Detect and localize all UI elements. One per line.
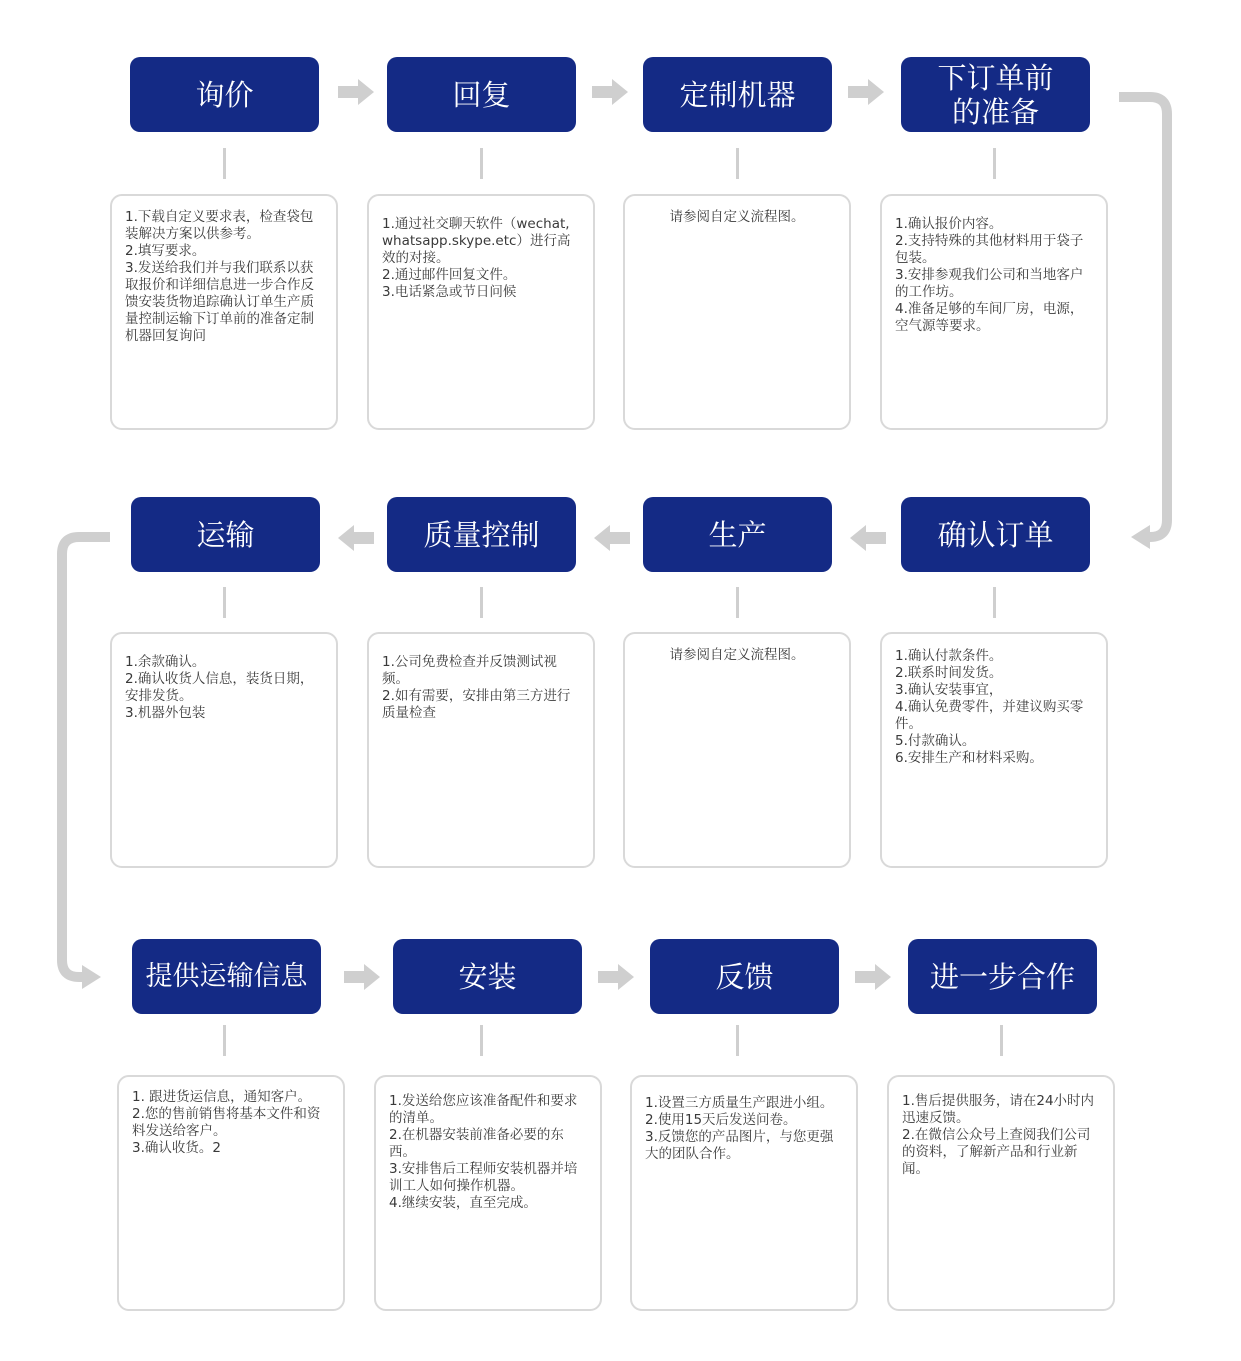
step-box-quality-control — [387, 497, 576, 572]
step-title: 回复 — [452, 77, 511, 112]
arrow-left-icon — [338, 525, 374, 551]
arrow-right-icon — [82, 965, 101, 989]
step-description: 1.设置三方质量生产跟进小组。 2.使用15天后发送问卷。 3.反馈您的产品图片，与您更强大的团队合作。 — [645, 1095, 834, 1162]
step-card — [880, 632, 1108, 868]
step-title: 质量控制 — [423, 517, 540, 552]
step-box-inquiry — [130, 57, 319, 132]
step-box-production — [643, 497, 832, 572]
step-title: 下订单前的准备 — [937, 60, 1054, 129]
connector-line — [736, 1025, 739, 1056]
step-title: 运输 — [196, 517, 255, 552]
connector-line — [736, 148, 739, 179]
step-box-feedback — [650, 939, 839, 1014]
step-description: 1.余款确认。 2.确认收货人信息，装货日期，安排发货。 3.机器外包装 — [125, 654, 314, 721]
step-card — [623, 632, 851, 868]
step-box-reply — [387, 57, 576, 132]
step-box-pre-order — [901, 57, 1090, 132]
step-box-shipping-info — [132, 939, 321, 1014]
step-description: 1.发送给您应该准备配件和要求的清单。 2.在机器安装前准备必要的东西。 3.安排售后工程师安装机器并培训工人如何操作机器。 4.继续安装，直至完成。 — [389, 1093, 578, 1211]
step-card — [117, 1075, 345, 1311]
step-title: 生产 — [708, 517, 767, 552]
step-card — [880, 194, 1108, 430]
step-description: 1.公司免费检查并反馈测试视频。 2.如有需要，安排由第三方进行质量检查 — [382, 654, 571, 721]
step-card — [367, 194, 595, 430]
step-card — [623, 194, 851, 430]
step-box-transport — [131, 497, 320, 572]
step-card — [110, 632, 338, 868]
arrow-right-icon — [848, 79, 884, 105]
step-description: 请参阅自定义流程图。 — [669, 209, 805, 225]
arrow-right-icon — [855, 964, 891, 990]
return-arrow-left — [62, 537, 110, 977]
connector-line — [223, 587, 226, 618]
connector-line — [480, 148, 483, 179]
arrow-left-icon — [1131, 525, 1150, 549]
connector-line — [223, 148, 226, 179]
step-description: 1.通过社交聊天软件（wechat, whatsapp.skype.etc）进行高效的对接。 2.通过邮件回复文件。 3.电话紧急或节日问候 — [382, 216, 571, 300]
step-card — [887, 1075, 1115, 1311]
step-title: 定制机器 — [679, 77, 796, 112]
connector-line — [993, 587, 996, 618]
step-title: 反馈 — [715, 959, 774, 994]
step-box-further-cooperation — [908, 939, 1097, 1014]
arrow-right-icon — [338, 79, 374, 105]
step-card — [374, 1075, 602, 1311]
step-description: 1. 跟进货运信息，通知客户。 2.您的售前销售将基本文件和资料发送给客户。 3.确认收货。2 — [132, 1089, 321, 1156]
step-title: 进一步合作 — [929, 959, 1075, 994]
step-card — [367, 632, 595, 868]
connector-line — [480, 1025, 483, 1056]
step-description: 1.确认付款条件。 2.联系时间发货。 3.确认安装事宜， 4.确认免费零件，并建议购买零件。 5.付款确认。 6.安排生产和材料采购。 — [895, 648, 1084, 766]
step-description: 请参阅自定义流程图。 — [669, 647, 805, 663]
step-title: 询价 — [195, 77, 254, 112]
arrow-right-icon — [344, 964, 380, 990]
step-box-installation — [393, 939, 582, 1014]
step-box-custom-machine — [643, 57, 832, 132]
connector-line — [736, 587, 739, 618]
connector-line — [1000, 1025, 1003, 1056]
step-title: 提供运输信息 — [145, 960, 308, 992]
step-description: 1.下载自定义要求表，检查袋包装解决方案以供参考。 2.填写要求。 3.发送给我们并与我们联系以获取报价和详细信息进一步合作反馈安装货物追踪确认订单生产质量控制运输下订单前的准备定制机器回复询问 — [125, 209, 314, 344]
step-title: 确认订单 — [937, 517, 1054, 552]
step-card — [630, 1075, 858, 1311]
step-description: 1.确认报价内容。 2.支持特殊的其他材料用于袋子包装。 3.安排参观我们公司和当地客户的工作坊。 4.准备足够的车间厂房，电源，空气源等要求。 — [895, 216, 1084, 334]
step-description: 1.售后提供服务，请在24小时内迅速反馈。 2.在微信公众号上查阅我们公司的资料，了解新产品和行业新闻。 — [902, 1093, 1095, 1177]
return-arrow-right — [1119, 97, 1167, 537]
step-title: 安装 — [458, 959, 517, 994]
arrow-left-icon — [850, 525, 886, 551]
connector-line — [223, 1025, 226, 1056]
step-box-confirm-order — [901, 497, 1090, 572]
arrow-right-icon — [598, 964, 634, 990]
arrow-left-icon — [594, 525, 630, 551]
arrow-right-icon — [592, 79, 628, 105]
step-card — [110, 194, 338, 430]
connector-line — [993, 148, 996, 179]
connector-line — [480, 587, 483, 618]
